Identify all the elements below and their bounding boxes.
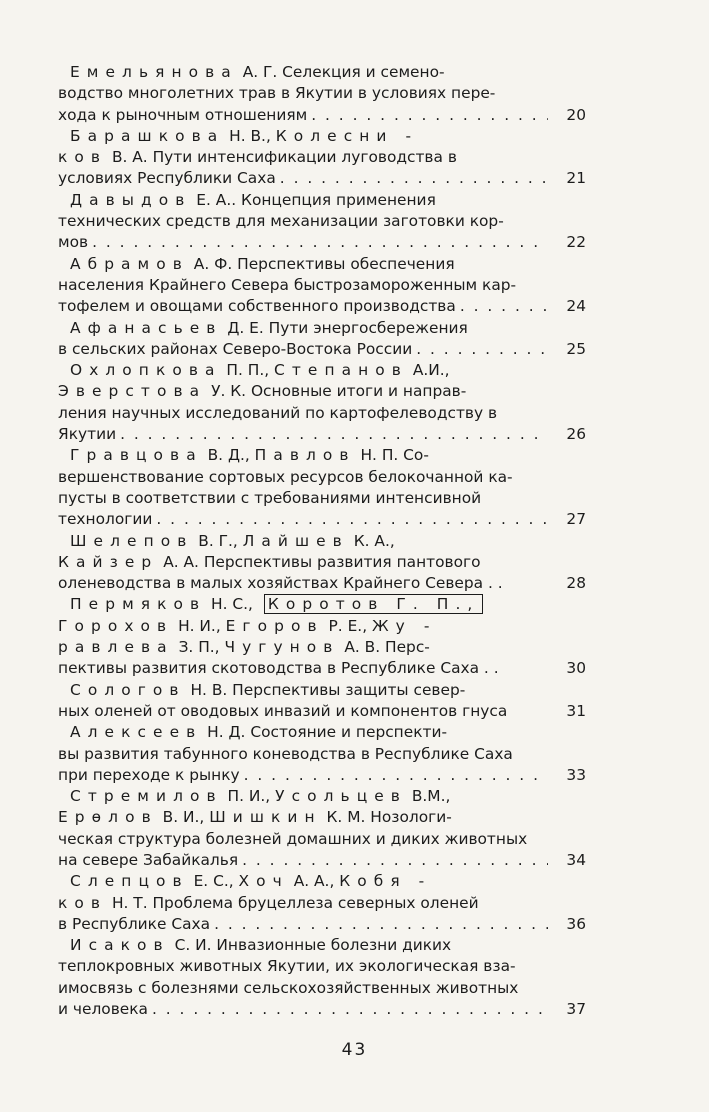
toc-line [58, 381, 586, 402]
toc-line-text [58, 637, 430, 658]
toc-line [58, 296, 586, 317]
toc-line [58, 318, 586, 339]
entry-page-number: 33 [566, 765, 586, 784]
toc-line [58, 658, 586, 679]
page-number: 43 [341, 1040, 368, 1060]
toc-line [58, 339, 586, 360]
toc-line [58, 701, 586, 722]
toc-line [58, 765, 586, 786]
author-name: Давыдов [70, 190, 192, 209]
author-name: Кайзер [58, 552, 159, 571]
toc-line-text [70, 786, 450, 807]
author-name: Гравцова [70, 446, 203, 465]
toc-line-text [58, 829, 527, 850]
toc-entry [58, 786, 586, 871]
toc-line [58, 275, 586, 296]
toc-text: А. А. Перспективы развития пантового [158, 552, 481, 571]
toc-line [58, 935, 586, 956]
dot-leader [156, 509, 548, 530]
toc-line [58, 403, 586, 424]
dot-leader [244, 765, 548, 786]
toc-entry [58, 190, 586, 254]
toc-line [58, 509, 586, 530]
toc-text: В. И., [157, 808, 210, 827]
dot-leader [152, 999, 548, 1020]
toc-line-text [58, 381, 466, 402]
toc-text: Н. В. Перспективы защиты север- [185, 680, 466, 699]
toc-line-text [58, 701, 507, 722]
toc-text: К. А., [348, 531, 395, 550]
author-name: Хоч [238, 872, 289, 891]
author-name: Абрамов [70, 254, 189, 273]
toc-entry [58, 126, 586, 190]
author-name: Жу - [371, 616, 437, 635]
entry-page-number: 36 [566, 914, 586, 933]
toc-line-text [58, 914, 210, 935]
toc-text: А. В. Перс- [339, 638, 430, 657]
toc-line [58, 722, 586, 743]
toc-line [58, 999, 586, 1020]
toc-text: оленеводства в малых хозяйствах Крайнего Севера . . [58, 574, 503, 593]
toc-line-text [58, 424, 116, 445]
toc-text: Н. Д. Состояние и перспекти- [202, 723, 448, 742]
author-name: Афанасьев [70, 318, 223, 337]
toc-line [58, 807, 586, 828]
entry-page-number: 22 [566, 233, 586, 252]
toc-line-text [58, 850, 238, 871]
toc-entry [58, 254, 586, 318]
toc-line [58, 254, 586, 275]
author-name: Исаков [70, 936, 170, 955]
entry-page-number: 27 [566, 510, 586, 529]
toc-line-text [58, 744, 513, 765]
author-name: Степанов [274, 361, 408, 380]
toc-line [58, 573, 586, 594]
toc-text: условиях Республики Саха [58, 169, 276, 188]
author-name: Ерөлов [58, 808, 158, 827]
toc-line-text [58, 403, 497, 424]
toc-line-text [58, 573, 503, 594]
toc-line-text [70, 190, 436, 211]
author-name: Шелепов [70, 531, 194, 550]
author-name: Алексеев [70, 723, 203, 742]
toc-text: Е. А.. Концепция применения [191, 190, 436, 209]
toc-text: ных оленей от оводовых инвазий и компонентов гнуса [58, 701, 508, 720]
toc-text: У. К. Основные итоги и направ- [206, 382, 467, 401]
toc-text: водство многолетних трав в Якутии в условиях пере- [58, 84, 496, 103]
toc-line-text [58, 488, 481, 509]
toc-line-text [58, 467, 513, 488]
toc-line-text [70, 445, 429, 466]
toc-entry [58, 445, 586, 530]
toc-text: А. А., [288, 872, 340, 891]
toc-line [58, 105, 586, 126]
dot-leader [460, 296, 548, 317]
entry-page-number: 28 [566, 574, 586, 593]
toc-text: Н. С., [206, 595, 258, 614]
toc-line-text [58, 105, 307, 126]
author-name: Емельянова [70, 63, 238, 81]
dot-leader [311, 105, 548, 126]
toc-line [58, 552, 586, 573]
toc-text: теплокровных животных Якутии, их экологическая вза- [58, 957, 516, 976]
toc-entry [58, 935, 586, 1020]
toc-entry [58, 680, 586, 723]
toc-line [58, 850, 586, 871]
toc-line [58, 871, 586, 892]
toc-line-text [58, 339, 412, 360]
author-name: Кобя - [339, 872, 432, 891]
toc-line-text [58, 168, 276, 189]
dot-leader [120, 424, 548, 445]
toc-line [58, 232, 586, 253]
author-name: Охлопкова [70, 361, 222, 380]
entry-page-number: 26 [566, 425, 586, 444]
toc-text: на севере Забайкалья [58, 850, 239, 869]
toc-text: хода к рыночным отношениям [58, 105, 308, 124]
toc-line [58, 786, 586, 807]
toc-line-text [70, 531, 395, 552]
toc-text: Н. И., [173, 616, 226, 635]
author-name: Егоров [225, 616, 324, 635]
table-of-contents [58, 62, 586, 1020]
toc-text: технических средств для механизации заготовки кор- [58, 212, 504, 231]
toc-line [58, 62, 586, 83]
toc-text: населения Крайнего Севера быстрозамороженным кар- [58, 275, 517, 294]
toc-line [58, 488, 586, 509]
entry-page-number: 34 [566, 850, 586, 869]
toc-line-text [58, 147, 457, 168]
author-name: Барашкова [70, 126, 225, 145]
toc-text: вершенствование сортовых ресурсов белокочанной ка- [58, 467, 513, 486]
toc-line-text [58, 616, 436, 637]
toc-text: В. А. Пути интенсификации луговодства в [107, 148, 457, 167]
toc-line-text [70, 360, 450, 381]
toc-entry [58, 594, 586, 679]
toc-text: Д. Е. Пути энергосбережения [222, 318, 468, 337]
toc-line-text [58, 999, 148, 1020]
toc-text: вы развития табунного коневодства в Республике Саха [58, 744, 513, 763]
toc-text: А. Г. Селекция и семено- [237, 63, 445, 81]
toc-line-text [70, 594, 483, 615]
toc-text: в Республике Саха [58, 914, 211, 933]
toc-line-text [70, 722, 447, 743]
toc-text: В. Д., [202, 446, 255, 465]
toc-entry [58, 722, 586, 786]
toc-text: имосвязь с болезнями сельскохозяйственных животных [58, 978, 519, 997]
toc-text: П. П., [221, 361, 275, 380]
author-name: Чугунов [224, 638, 340, 657]
toc-text: Н. П. Со- [355, 446, 429, 465]
toc-text: и человека [58, 1000, 148, 1019]
toc-text: ческая структура болезней домашних и диких животных [58, 829, 528, 848]
toc-line [58, 594, 586, 615]
toc-line-text [58, 978, 518, 999]
toc-line-text [70, 935, 451, 956]
toc-text: пусты в соответствии с требованиями интенсивной [58, 488, 482, 507]
author-name: Пермяков [70, 595, 207, 614]
toc-text: Е. С., [188, 872, 239, 891]
toc-text: ления научных исследований по картофелеводству в [58, 403, 498, 422]
toc-line-text [58, 275, 516, 296]
toc-text: пективы развития скотоводства в Республике Саха . . [58, 659, 499, 678]
toc-line [58, 445, 586, 466]
author-name: Стремилов [70, 787, 223, 806]
toc-text: мов [58, 233, 89, 252]
author-name: Усольцев [275, 787, 407, 806]
toc-line-text [58, 552, 481, 573]
toc-line [58, 978, 586, 999]
toc-entry [58, 360, 586, 445]
toc-text: в сельских районах Северо-Востока России [58, 339, 413, 358]
toc-line [58, 467, 586, 488]
toc-entry [58, 62, 586, 126]
toc-text: Н. Т. Проблема бруцеллеза северных оленей [107, 893, 479, 912]
toc-line [58, 829, 586, 850]
toc-line-text [58, 658, 499, 679]
toc-line [58, 190, 586, 211]
toc-line-text [58, 211, 504, 232]
toc-line-text [70, 680, 465, 701]
toc-line-text [70, 871, 431, 892]
toc-entry [58, 531, 586, 595]
entry-page-number: 37 [566, 1000, 586, 1019]
toc-line [58, 531, 586, 552]
toc-text: Р. Е., [323, 616, 372, 635]
boxed-author-name: Коротов Г. П., [264, 594, 484, 614]
toc-line-text [58, 807, 452, 828]
toc-line [58, 83, 586, 104]
entry-page-number: 31 [566, 701, 586, 720]
toc-line [58, 360, 586, 381]
toc-text: А. Ф. Перспективы обеспечения [188, 254, 455, 273]
toc-line [58, 637, 586, 658]
dot-leader [242, 850, 548, 871]
toc-line [58, 956, 586, 977]
dot-leader [416, 339, 548, 360]
author-name: ков [58, 893, 108, 912]
author-name: ков [58, 148, 108, 167]
toc-line [58, 168, 586, 189]
toc-entry [58, 871, 586, 935]
toc-line-text [58, 232, 88, 253]
toc-text: К. М. Нозологи- [321, 808, 452, 827]
toc-line [58, 914, 586, 935]
toc-text: З. П., [173, 638, 225, 657]
author-name: равлева [58, 638, 174, 657]
entry-page-number: 25 [566, 339, 586, 358]
entry-page-number: 24 [566, 297, 586, 316]
author-name: Павлов [254, 446, 356, 465]
toc-line [58, 424, 586, 445]
toc-line-text [58, 83, 495, 104]
toc-text: Н. В., [224, 126, 276, 145]
toc-text: В. Г., [193, 531, 243, 550]
entry-page-number: 30 [566, 659, 586, 678]
toc-line [58, 147, 586, 168]
author-name: Колесни - [275, 126, 419, 145]
toc-line-text [58, 296, 456, 317]
toc-text: Якутии [58, 425, 117, 444]
toc-line-text [70, 254, 455, 275]
toc-text: тофелем и овощами собственного производства [58, 297, 456, 316]
toc-text: при переходе к рынку [58, 765, 240, 784]
author-name: Лайшев [242, 531, 349, 550]
toc-text: П. И., [222, 787, 276, 806]
toc-text: В.М., [406, 787, 451, 806]
toc-line-text [70, 62, 445, 83]
toc-line-text [70, 126, 418, 147]
entry-page-number: 20 [566, 105, 586, 124]
entry-page-number: 21 [566, 169, 586, 188]
toc-line-text [58, 893, 479, 914]
toc-line-text [58, 765, 240, 786]
toc-line [58, 893, 586, 914]
toc-line-text [70, 318, 468, 339]
toc-line [58, 126, 586, 147]
dot-leader [280, 168, 548, 189]
author-name: Слепцов [70, 872, 189, 891]
toc-line-text [58, 509, 152, 530]
toc-line [58, 744, 586, 765]
author-name: Шишкин [209, 808, 322, 827]
toc-text: А.И., [407, 361, 450, 380]
author-name: Горохов [58, 616, 174, 635]
toc-entry [58, 318, 586, 361]
dot-leader [92, 232, 548, 253]
dot-leader [214, 914, 548, 935]
toc-text: технологии [58, 510, 153, 529]
toc-line [58, 211, 586, 232]
toc-line [58, 680, 586, 701]
toc-text: С. И. Инвазионные болезни диких [169, 936, 452, 955]
author-name: Сологов [70, 680, 186, 699]
toc-line-text [58, 956, 516, 977]
toc-line [58, 616, 586, 637]
author-name: Эверстова [58, 382, 207, 401]
